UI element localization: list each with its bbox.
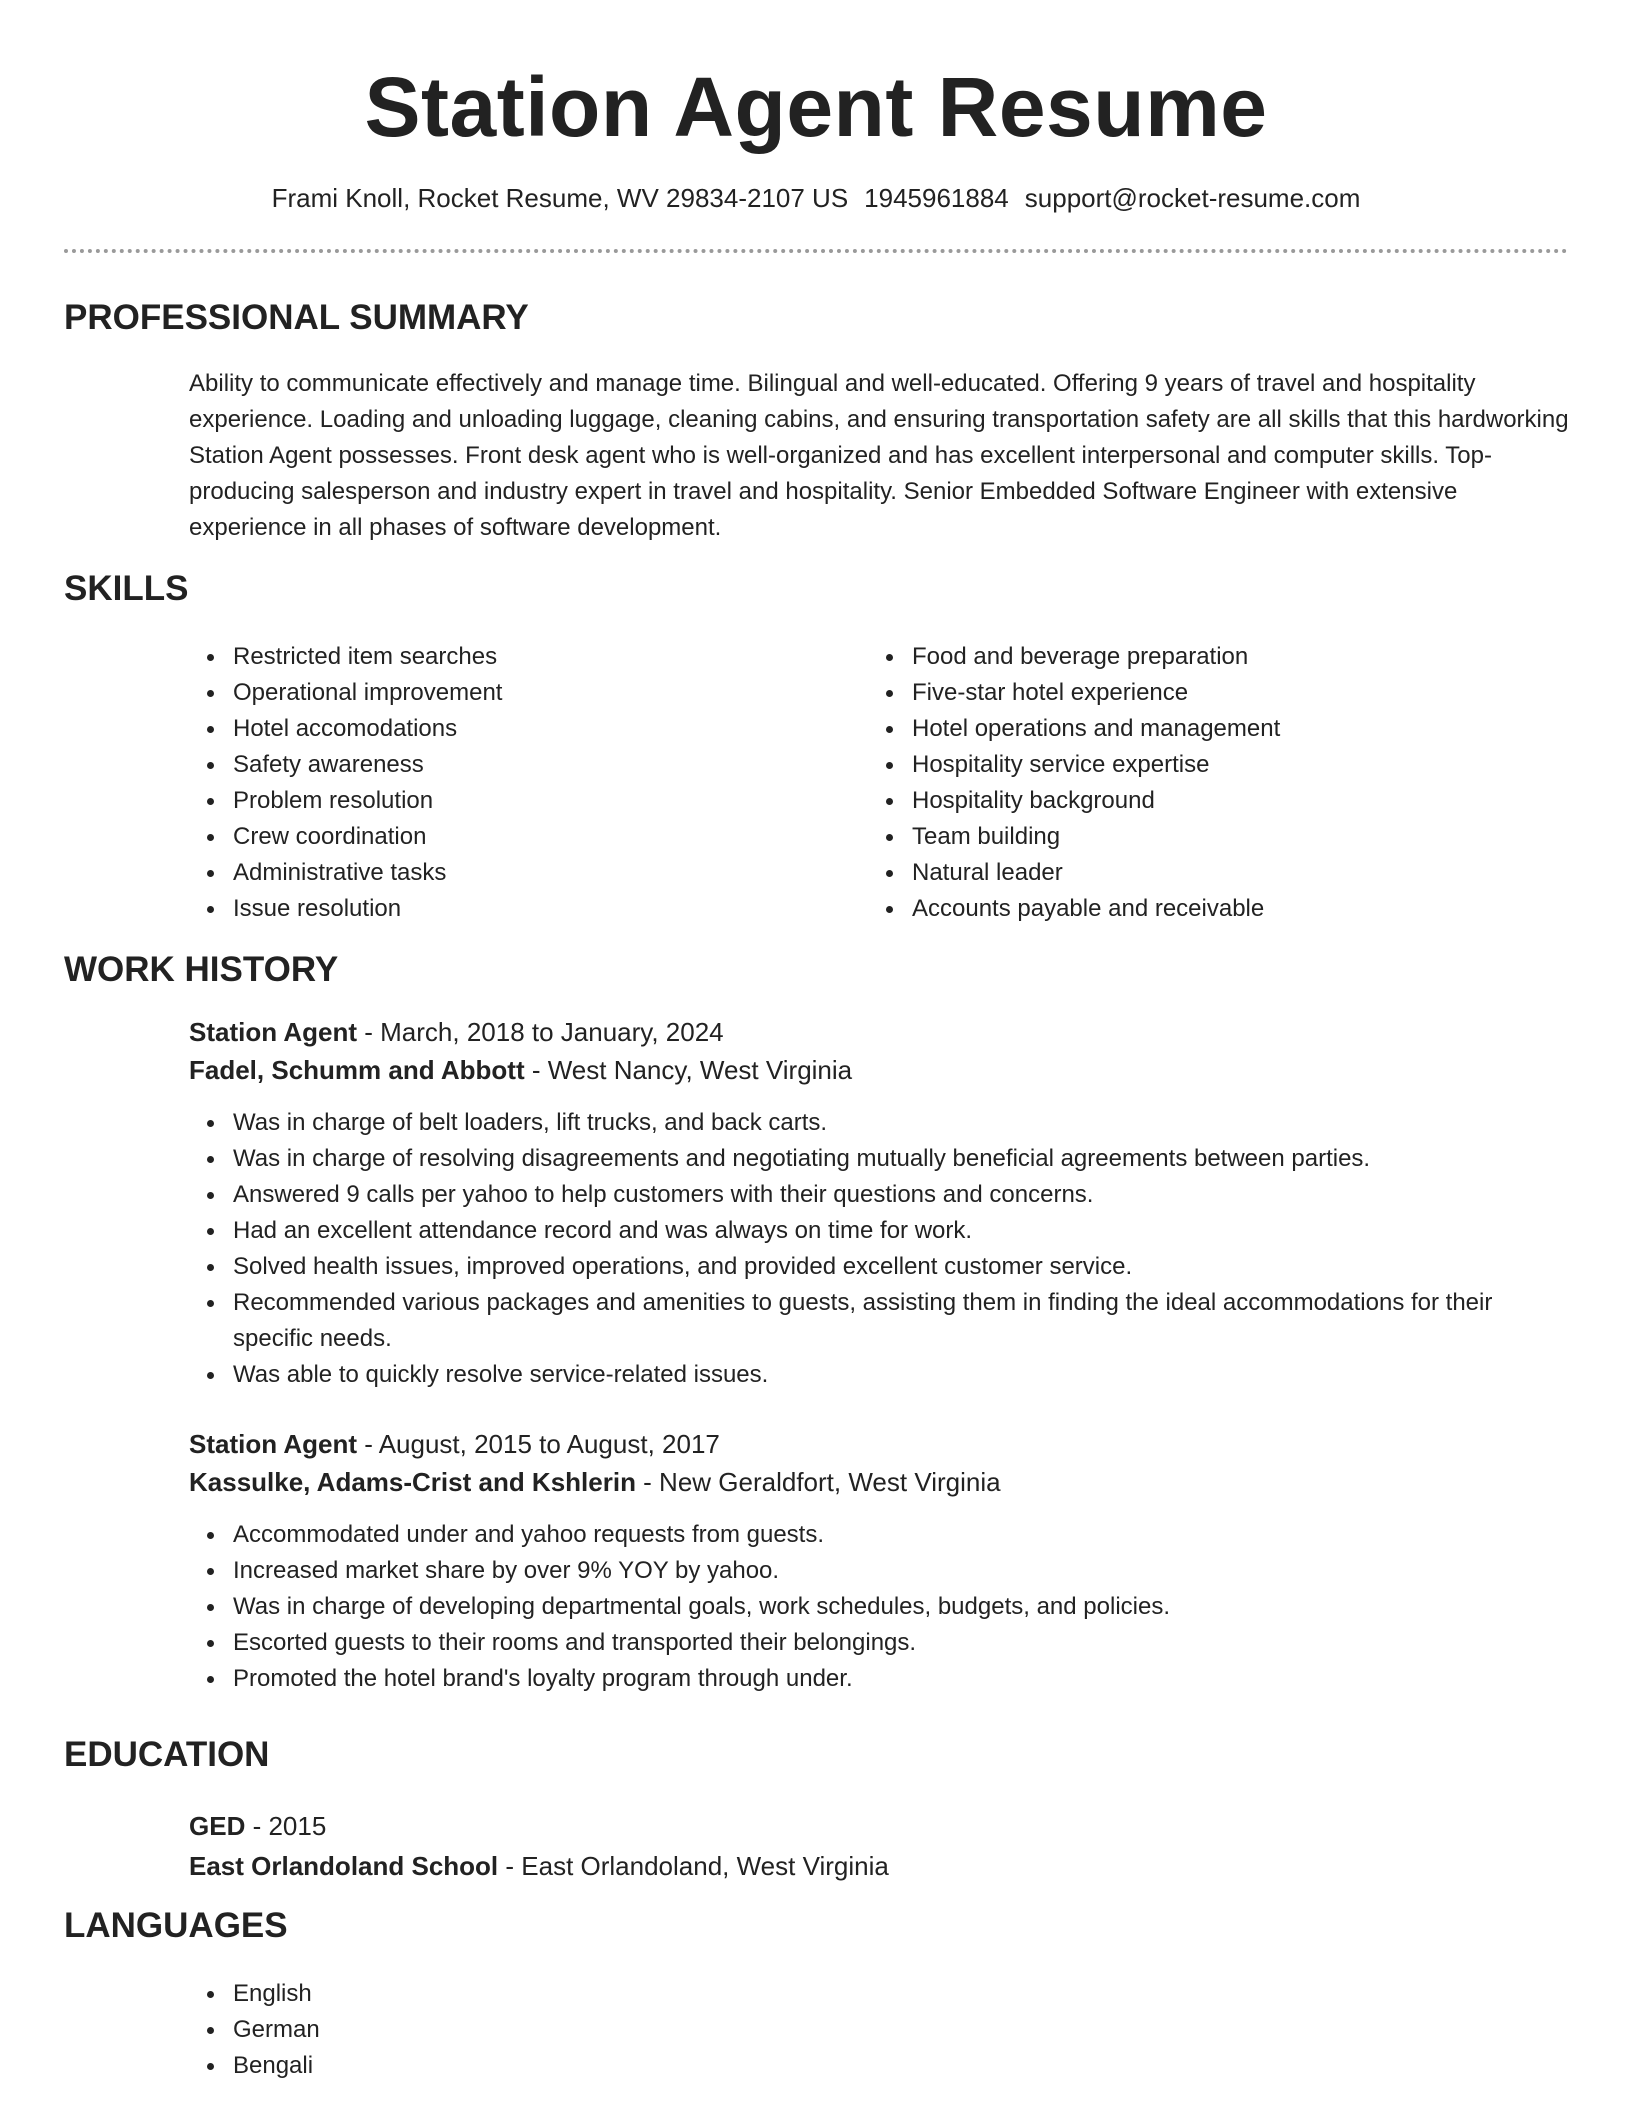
job-dates: - March, 2018 to January, 2024	[357, 1017, 724, 1047]
skill-item: Food and beverage preparation	[868, 639, 1568, 675]
education-school: East Orlandoland School	[189, 1851, 499, 1881]
language-item: German	[189, 2012, 789, 2048]
job-duties-list	[189, 1517, 1569, 1697]
header-divider	[64, 249, 1568, 253]
education-year: - 2015	[245, 1811, 327, 1841]
job-duty: Was able to quickly resolve service-related issues.	[189, 1357, 1569, 1393]
language-item: Bengali	[189, 2048, 789, 2084]
skill-item: Hospitality background	[868, 783, 1568, 819]
education-location: - East Orlandoland, West Virginia	[498, 1851, 889, 1881]
job-duty: Solved health issues, improved operations, and provided excellent customer service.	[189, 1249, 1569, 1285]
skill-item: Natural leader	[868, 855, 1568, 891]
job-duty: Accommodated under and yahoo requests from guests.	[189, 1517, 1569, 1553]
job-location: - New Geraldfort, West Virginia	[635, 1467, 1001, 1497]
language-item: English	[189, 1976, 789, 2012]
languages-list	[189, 1976, 789, 2084]
section-heading-skills: SKILLS	[64, 569, 189, 608]
job-duty: Was in charge of developing departmental goals, work schedules, budgets, and policies.	[189, 1589, 1569, 1625]
contact-address: Frami Knoll, Rocket Resume, WV 29834-2107 US	[271, 183, 849, 213]
skill-item: Administrative tasks	[189, 855, 829, 891]
job-duty: Increased market share by over 9% YOY by yahoo.	[189, 1553, 1569, 1589]
skills-list-right	[868, 639, 1568, 927]
job-company-line	[189, 1463, 1569, 1501]
job-duties-list	[189, 1105, 1569, 1393]
job-entry	[189, 1425, 1569, 1697]
job-duty: Escorted guests to their rooms and transported their belongings.	[189, 1625, 1569, 1661]
job-duty: Had an excellent attendance record and was always on time for work.	[189, 1213, 1569, 1249]
section-heading-summary: PROFESSIONAL SUMMARY	[64, 298, 529, 337]
skill-item: Accounts payable and receivable	[868, 891, 1568, 927]
skill-item: Hospitality service expertise	[868, 747, 1568, 783]
job-title: Station Agent	[189, 1017, 358, 1047]
job-company-line	[189, 1051, 1569, 1089]
job-company: Fadel, Schumm and Abbott	[189, 1055, 525, 1085]
contact-email: support@rocket-resume.com	[1024, 183, 1361, 213]
skill-item: Team building	[868, 819, 1568, 855]
job-title-line	[189, 1425, 1569, 1463]
job-entry	[189, 1013, 1569, 1393]
job-title-line	[189, 1013, 1569, 1051]
contact-line	[0, 180, 1632, 216]
education-school-line	[189, 1846, 1569, 1886]
skills-list-left	[189, 639, 829, 927]
education-degree: GED	[189, 1811, 246, 1841]
skill-item: Problem resolution	[189, 783, 829, 819]
education-degree-line	[189, 1806, 1569, 1846]
section-heading-languages: LANGUAGES	[64, 1906, 288, 1945]
section-heading-education: EDUCATION	[64, 1735, 270, 1774]
skill-item: Operational improvement	[189, 675, 829, 711]
summary-text: Ability to communicate effectively and manage time. Bilingual and well-educated. Offering 9 years of travel and hospitality experience. Loading and unloading luggage, cleaning cabins, and ensuring transportation safety are all skills that this hardworking Station Agent possesses. Front desk agent who is well-organized and has excellent interpersonal and computer skills. Top-producing salesperson and industry expert in travel and hospitality. Senior Embedded Software Engineer with extensive experience in all phases of software development.	[189, 370, 1569, 541]
resume-title: Station Agent Resume	[364, 60, 1268, 154]
job-duty: Recommended various packages and amenities to guests, assisting them in finding the ideal accommodations for their specific needs.	[189, 1285, 1569, 1357]
skill-item: Crew coordination	[189, 819, 829, 855]
job-location: - West Nancy, West Virginia	[524, 1055, 853, 1085]
job-duty: Promoted the hotel brand's loyalty program through under.	[189, 1661, 1569, 1697]
skill-item: Safety awareness	[189, 747, 829, 783]
section-heading-work-history: WORK HISTORY	[64, 950, 339, 989]
skill-item: Five-star hotel experience	[868, 675, 1568, 711]
contact-phone: 1945961884	[864, 183, 1009, 213]
education-entry	[189, 1806, 1569, 1886]
job-dates: - August, 2015 to August, 2017	[357, 1429, 720, 1459]
job-duty: Was in charge of belt loaders, lift trucks, and back carts.	[189, 1105, 1569, 1141]
skill-item: Hotel accomodations	[189, 711, 829, 747]
skill-item: Issue resolution	[189, 891, 829, 927]
job-title: Station Agent	[189, 1429, 358, 1459]
job-company: Kassulke, Adams-Crist and Kshlerin	[189, 1467, 636, 1497]
job-duty: Answered 9 calls per yahoo to help customers with their questions and concerns.	[189, 1177, 1569, 1213]
skill-item: Hotel operations and management	[868, 711, 1568, 747]
job-duty: Was in charge of resolving disagreements and negotiating mutually beneficial agreements between parties.	[189, 1141, 1569, 1177]
skill-item: Restricted item searches	[189, 639, 829, 675]
